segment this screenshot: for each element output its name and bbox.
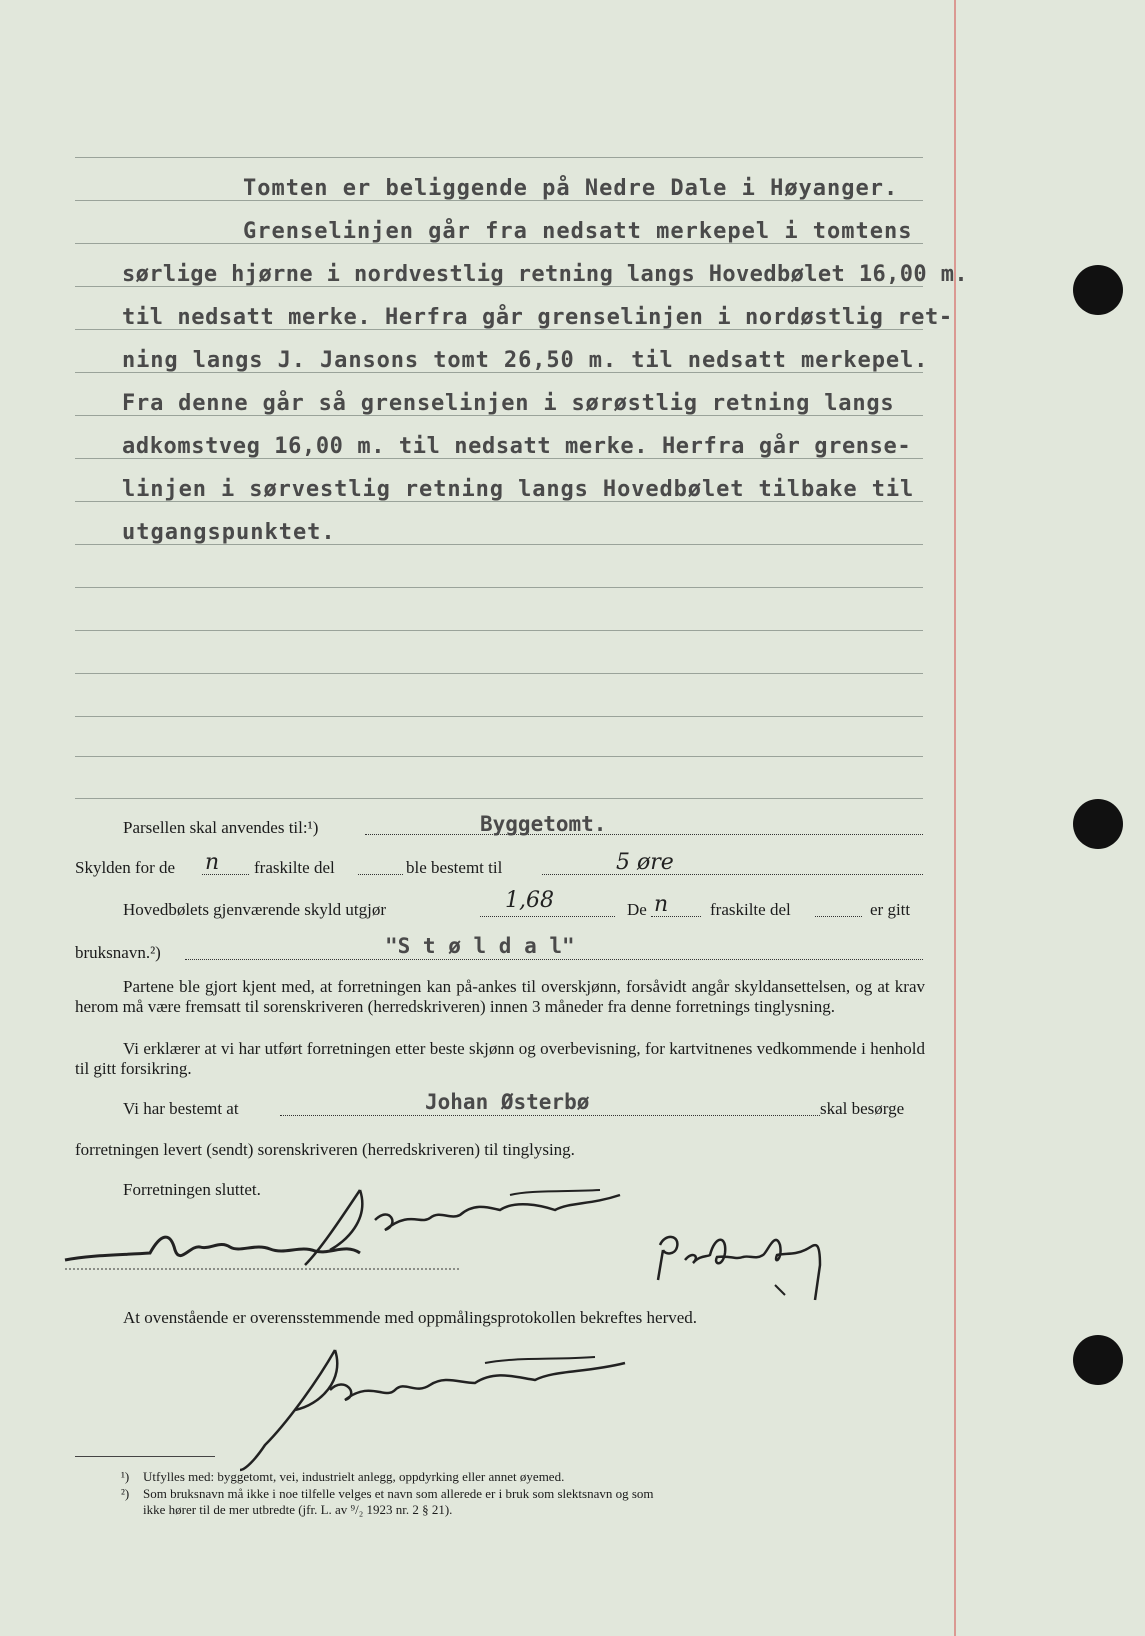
- typed-line-5: ning langs J. Jansons tomt 26,50 m. til nedsatt merkepel.: [122, 348, 929, 373]
- ruled-line: [75, 157, 923, 158]
- bestemt-label-a: Vi har bestemt at: [123, 1099, 239, 1118]
- signature-2: [60, 1225, 460, 1275]
- typed-line-3: sørlige hjørne i nordvestlig retning langs Hovedbølet 16,00 m.: [122, 262, 968, 287]
- footnote-2-cont: [75, 1502, 935, 1518]
- attest-text: At ovenstående er overensstemmende med oppmålingsprotokollen bekreftes herved.: [123, 1308, 698, 1327]
- footnote-2-text-a: Som bruksnavn må ikke i noe tilfelle velges et navn som allerede er i bruk som slektsnavn og som: [143, 1486, 654, 1501]
- skylden-line-c: [542, 874, 923, 875]
- hoved-line-a: [480, 916, 615, 917]
- footnote-1-text: Utfylles med: byggetomt, vei, industrielt anlegg, oppdyrking eller annet øyemed.: [143, 1469, 565, 1484]
- typed-line-8: linjen i sørvestlig retning langs Hovedbølet tilbake til: [122, 477, 915, 502]
- bruksnavn-value: "S t ø l d a l": [385, 934, 575, 958]
- punch-hole-middle: [1073, 799, 1123, 849]
- hoved-fill-b: n: [654, 892, 669, 917]
- ruled-line: [75, 716, 923, 717]
- ruled-line: [75, 798, 923, 799]
- ruled-line: [75, 673, 923, 674]
- margin-line: [954, 0, 956, 1636]
- footnote-separator: [75, 1456, 215, 1457]
- hoved-line-b: [651, 916, 701, 917]
- footnote-1: [75, 1469, 935, 1485]
- parsellen-value: Byggetomt.: [480, 812, 607, 836]
- bestemt-label-b: skal besørge: [820, 1099, 905, 1118]
- bruksnavn-label: bruksnavn.²): [75, 943, 161, 962]
- hoved-label-a: Hovedbølets gjenværende skyld utgjør: [123, 900, 386, 919]
- typed-line-2: Grenselinjen går fra nedsatt merkepel i tomtens: [243, 219, 913, 244]
- hoved-label-d: er gitt: [870, 900, 911, 919]
- bruksnavn-line: [185, 959, 923, 960]
- sluttet-text: Forretningen sluttet.: [123, 1180, 261, 1199]
- typed-line-9: utgangspunktet.: [122, 520, 336, 545]
- skylden-line-b: [358, 874, 403, 875]
- signature-3: [655, 1225, 855, 1305]
- punch-hole-bottom: [1073, 1335, 1123, 1385]
- typed-line-1: Tomten er beliggende på Nedre Dale i Høyanger.: [243, 176, 899, 201]
- levert-line: forretningen levert (sendt) sorenskriveren (herredskriveren) til tinglysing.: [75, 1140, 575, 1159]
- ruled-line: [75, 756, 923, 757]
- skylden-fill-a: n: [205, 850, 220, 875]
- skylden-label-c: ble bestemt til: [406, 858, 503, 877]
- hoved-label-b: De: [627, 900, 647, 919]
- skylden-label-b: fraskilte del: [254, 858, 335, 877]
- footnote-2: [75, 1486, 935, 1502]
- footnote-2-text-b: ikke hører til de mer utbredte (jfr. L. av ⁹/₂ 1923 nr. 2 § 21).: [143, 1502, 453, 1517]
- signature-4: [235, 1345, 655, 1475]
- typed-line-7: adkomstveg 16,00 m. til nedsatt merke. Herfra går grense-: [122, 434, 912, 459]
- skylden-value: 5 øre: [616, 850, 674, 875]
- parsellen-line: [365, 834, 923, 835]
- skylden-line-a: [202, 874, 249, 875]
- bestemt-value: Johan Østerbø: [425, 1090, 590, 1114]
- ruled-line: [75, 630, 923, 631]
- hoved-label-c: fraskilte del: [710, 900, 791, 919]
- paragraph-appeal: Partene ble gjort kjent med, at forretningen kan på-ankes til overskjønn, forsåvidt angår skyldansettelsen, og at krav herom må være fremsatt til sorenskriveren (herredskriveren) innen 3 måneder fra denne forretnings tinglysning.: [75, 977, 925, 1016]
- hoved-line-c: [815, 916, 862, 917]
- paragraph-declaration: Vi erklærer at vi har utført forretningen etter beste skjønn og overbevisning, for kartvitnenes vedkommende i henhold til gitt forsikring.: [75, 1039, 925, 1078]
- parsellen-label: Parsellen skal anvendes til:¹): [123, 818, 319, 837]
- footnote-2-marker: ²): [121, 1486, 130, 1501]
- hoved-value: 1,68: [505, 888, 554, 913]
- skylden-label-a: Skylden for de: [75, 858, 176, 877]
- typed-line-6: Fra denne går så grenselinjen i sørøstlig retning langs: [122, 391, 895, 416]
- footnote-1-marker: ¹): [121, 1469, 130, 1484]
- typed-line-4: til nedsatt merke. Herfra går grenselinjen i nordøstlig ret-: [122, 305, 953, 330]
- punch-hole-top: [1073, 265, 1123, 315]
- ruled-line: [75, 587, 923, 588]
- bestemt-line: [280, 1115, 820, 1116]
